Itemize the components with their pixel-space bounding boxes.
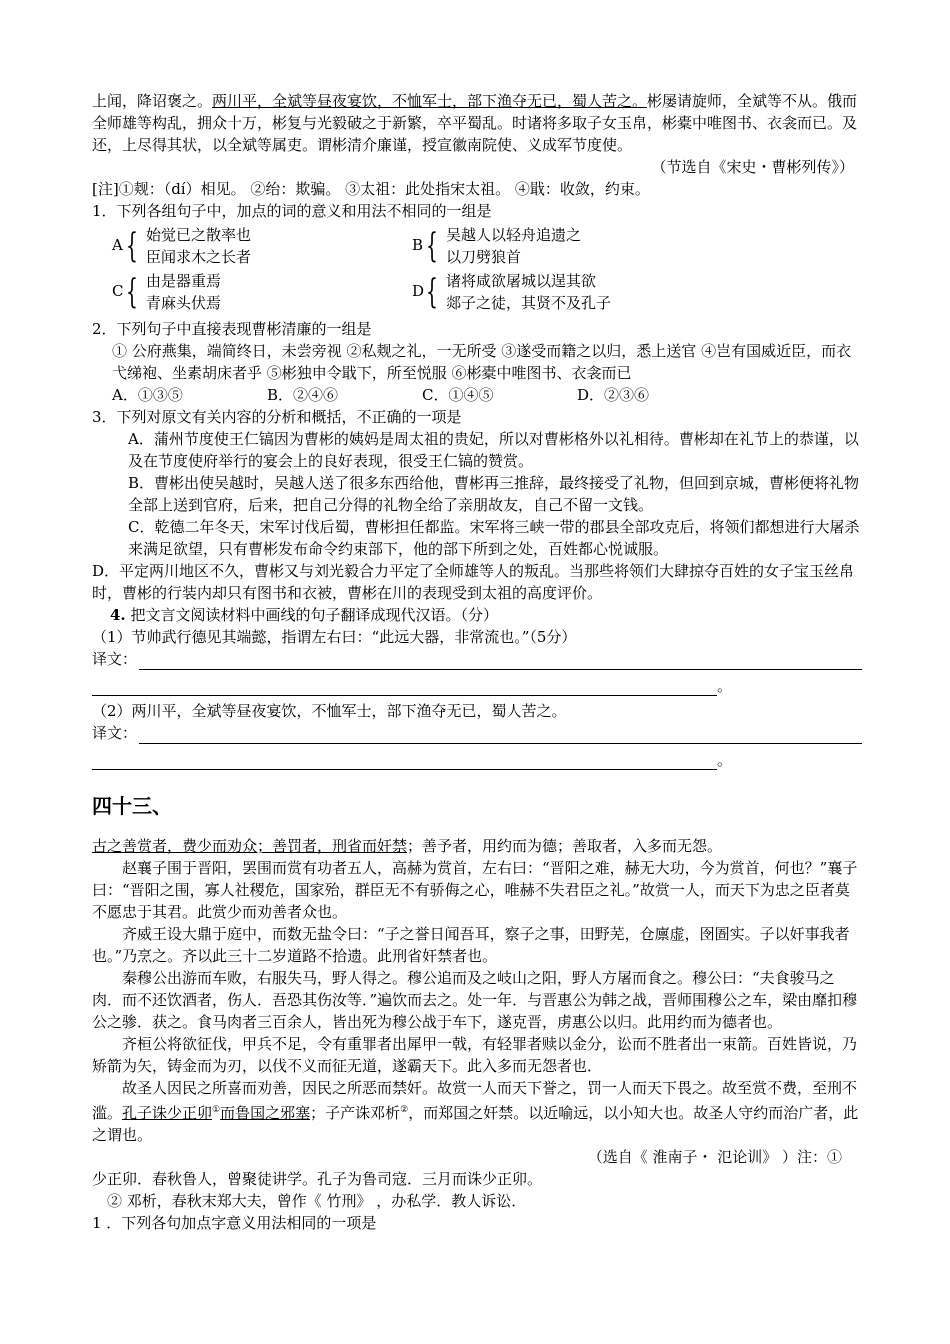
- translation-line-1[interactable]: 译文：: [92, 648, 862, 670]
- question-2-stem: 2．下列句子中直接表现曹彬清廉的一组是: [92, 320, 372, 338]
- passage-paragraph-1: 古之善赏者，费少而劝众；善罚者，刑省而奸禁；善予者，用约而为德；善取者，入多而无怨。: [92, 837, 723, 855]
- question-4-sentence-2: （2）两川平，全斌等昼夜宴饮，不恤军士，部下渔夺无已，蜀人苦之。: [92, 702, 567, 720]
- translation-line-2b[interactable]: 。: [92, 748, 862, 770]
- annotation-note: [注]①觌：（dí）相见。 ②绐：欺骗。 ③太祖：此处指宋太祖。 ④戢：收敛，约束。: [92, 180, 650, 198]
- question-1-options: [112, 224, 862, 316]
- question-3-option-b: B．曹彬出使吴越时，吴越人送了很多东西给他，曹彬再三推辞，最终接受了礼物，但回到京城，曹彬便将礼物全部上送到官府，后来，把自己分得的礼物全给了亲朋故友，自己不留一文钱。: [128, 474, 860, 514]
- question-2-options: A．①③⑤ B．②④⑥ C．①④⑤ D．②③⑥: [112, 386, 650, 404]
- brace-icon: {: [426, 226, 438, 266]
- question-2-items: ① 公府燕集，端简终日，未尝旁视 ②私觌之礼，一无所受 ③遂受而籍之以归，悉上送官 ④岂有国威近臣，而衣弋绨袍、坐素胡床者乎 ⑤彬独申令戢下，所至悦服 ⑥彬橐中唯图书、衣衾而已: [112, 342, 852, 382]
- option-b: B { 吴越人以轻舟追遗之 以刀劈狼首: [412, 226, 582, 266]
- source-citation: （节选自《宋史・曹彬列传》）: [651, 158, 854, 176]
- document-page: [92, 90, 862, 1234]
- passage-paragraph-4: 秦穆公出游而车败，右服失马，野人得之。穆公追而及之岐山之阳，野人方屠而食之。穆公曰：“夫食骏马之肉．而不还饮酒者，伤人．吾恐其伤汝等．”遍饮而去之。处一年．与晋惠公为韩之战，晋师围穆公之车，梁由靡扣穆公之骖．获之。食马肉者三百余人，皆出死为穆公战于车下，遂克晋，虏惠公以归。此用约而为德者也。: [92, 969, 858, 1031]
- question-3-option-c: C．乾德二年冬天，宋军讨伐后蜀，曹彬担任都监。宋军将三峡一带的郡县全部攻克后，将领们都想进行大屠杀来满足欲望，只有曹彬发布命令约束部下，他的部下所到之处，百姓都心悦诚服。: [128, 518, 860, 558]
- brace-icon: {: [426, 272, 438, 312]
- underlined-sentence: 两川平，全斌等昼夜宴饮，不恤军士，部下渔夺无已，蜀人苦之。: [212, 92, 648, 110]
- translation-line-1b[interactable]: 。: [92, 674, 862, 696]
- question-3-stem: 3．下列对原文有关内容的分析和概括，不正确的一项是: [92, 408, 462, 426]
- option-a: A { 始觉已之散率也 臣闻求木之长者: [112, 226, 252, 266]
- passage-question-1: 1 ．下列各句加点字意义用法相同的一项是: [92, 1214, 377, 1232]
- passage-paragraph-2: 赵襄子围于晋阳，罢围而赏有功者五人，高赫为赏首，左右曰：“晋阳之难，赫无大功，今为赏首，何也？”襄子曰：“晋阳之围，寡人社稷危，国家殆，群臣无不有骄侮之心，唯赫不失君臣之礼。”故赏一人，而天下为忠之臣者莫不愿忠于其君。此赏少而劝善者众也。: [92, 859, 858, 921]
- brace-icon: {: [126, 226, 138, 266]
- passage-note-1: 少正卯．春秋鲁人，曾聚徒讲学。孔子为鲁司寇．三月而诛少正卯。: [92, 1170, 543, 1188]
- passage-note-2: ② 邓析，春秋末郑大夫，曾作《 竹刑》 ，办私学．教人诉讼．: [107, 1192, 527, 1210]
- question-1-stem: 1．下列各组句子中，加点的词的意义和用法不相同的一组是: [92, 202, 492, 220]
- question-3-option-d: D．平定两川地区不久，曹彬又与刘光毅合力平定了全师雄等人的叛乱。当那些将领们大肆掠夺百姓的女子宝玉丝帛时，曹彬的行装内却只有图书和衣被，曹彬在川的表现受到太祖的高度评价。: [92, 562, 855, 602]
- intro-paragraph: 上闻，降诏褒之。两川平，全斌等昼夜宴饮，不恤军士，部下渔夺无已，蜀人苦之。彬屡请旋师，全斌等不从。俄而全师雄等构乱，拥众十万，彬复与光毅破之于新繁，卒平蜀乱。时诸将多取子女玉帛，彬橐中唯图书、衣衾而已。及还，上尽得其状，以全斌等属吏。谓彬清介廉谨，授宣徽南院使、义成军节度使。: [92, 92, 858, 154]
- passage-source: （选自《 淮南子・ 氾论训》 ）注：①: [587, 1148, 842, 1166]
- section-title: 四十三、: [92, 794, 172, 818]
- question-4-stem: 4. 把文言文阅读材料中画线的句子翻译成现代汉语。（分）: [110, 606, 498, 624]
- passage-paragraph-5: 齐桓公将欲征伐，甲兵不足，令有重罪者出犀甲一戟，有轻罪者赎以金分，讼而不胜者出一束箭。百姓皆说，乃矫箭为矢，铸金而为刃，以伐不义而征无道，遂霸天下。此入多而无怨者也．: [92, 1035, 858, 1075]
- question-4-sentence-1: （1）节帅武行德见其端懿，指谓左右曰：“此远大器，非常流也。”（5分）: [92, 628, 577, 646]
- passage-paragraph-3: 齐威王设大鼎于庭中，而数无盐令曰：“子之誉日闻吾耳，察子之事，田野芜，仓廪虚，囹圄实。子以奸事我者也。”乃烹之。齐以此三十二岁道路不拾遗。此刑省奸禁者也。: [92, 925, 850, 965]
- translation-line-2[interactable]: 译文：: [92, 722, 862, 744]
- option-c: C { 由是器重焉 青麻头伏焉: [112, 272, 222, 312]
- option-d: D { 诸将咸欲屠城以逞其欲 郯子之徒，其贤不及孔子: [412, 272, 612, 312]
- question-3-option-a: A．蒲州节度使王仁镐因为曹彬的姨妈是周太祖的贵妃，所以对曹彬格外以礼相待。曹彬却在礼节上的恭谨，以及在节度使府举行的宴会上的良好表现，很受王仁镐的赞赏。: [128, 430, 859, 470]
- brace-icon: {: [126, 272, 138, 312]
- passage-paragraph-6: 故圣人因民之所喜而劝善，因民之所恶而禁奸。故赏一人而天下誉之，罚一人而天下畏之。故至赏不费，至刑不滥。孔子诛少正卯①而鲁国之邪塞；子产诛邓析②，而郑国之奸禁。以近喻远，以小知大也。故圣人守约而治广者，此之谓也。: [92, 1079, 859, 1144]
